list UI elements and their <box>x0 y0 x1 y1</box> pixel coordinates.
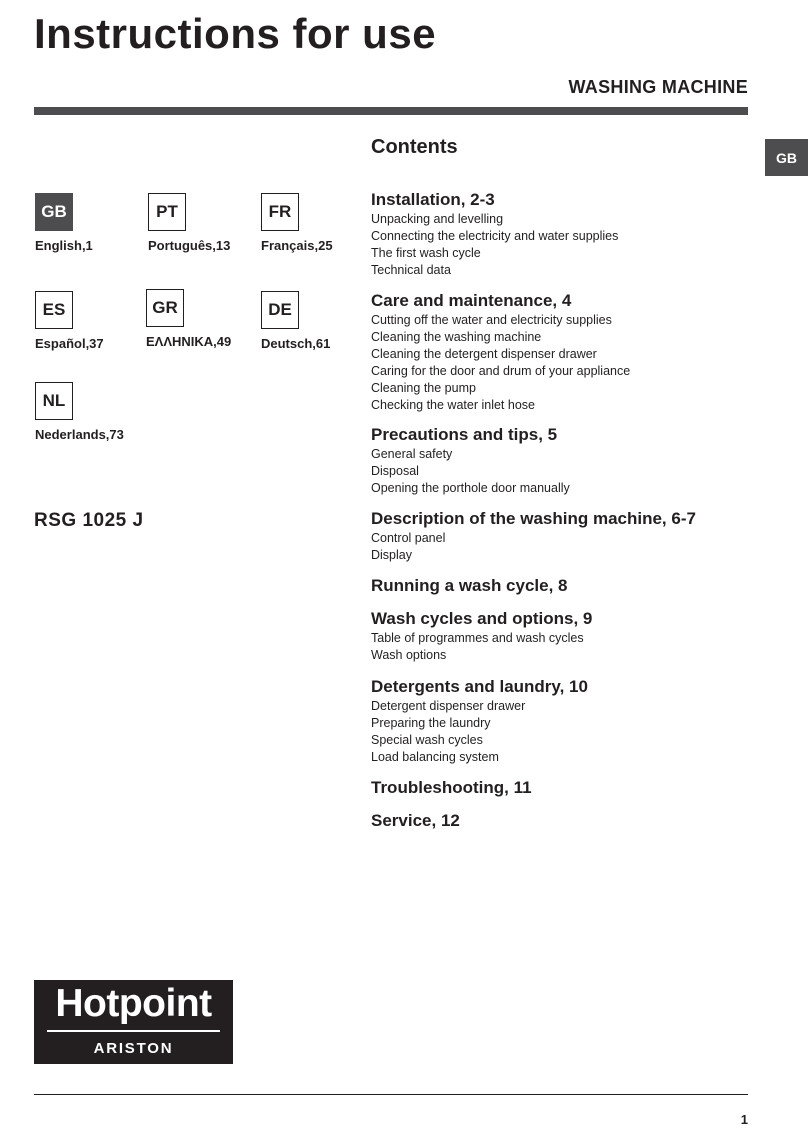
toc-item[interactable]: Preparing the laundry <box>371 716 491 730</box>
toc-item[interactable]: Cleaning the pump <box>371 381 476 395</box>
toc-item[interactable]: Opening the porthole door manually <box>371 481 570 495</box>
language-code-box: DE <box>261 291 299 329</box>
toc-item[interactable]: Detergent dispenser drawer <box>371 699 526 713</box>
logo-divider <box>47 1030 220 1032</box>
toc-item[interactable]: Cleaning the detergent dispenser drawer <box>371 347 597 361</box>
page-number: 1 <box>740 1112 748 1127</box>
language-side-tab: GB <box>765 139 808 176</box>
toc-heading[interactable]: Precautions and tips, 5 <box>371 425 558 444</box>
toc-heading[interactable]: Running a wash cycle, 8 <box>371 576 568 595</box>
toc-item[interactable]: Cutting off the water and electricity supplies <box>371 313 612 327</box>
language-code-box: NL <box>35 382 73 420</box>
header-rule <box>34 107 748 115</box>
toc-item[interactable]: Cleaning the washing machine <box>371 330 542 344</box>
toc-item[interactable]: Checking the water inlet hose <box>371 398 535 412</box>
language-label: Español,37 <box>35 336 104 351</box>
toc-item[interactable]: Technical data <box>371 263 451 277</box>
toc-section-service <box>371 810 751 832</box>
contents-title: Contents <box>371 136 458 158</box>
toc-item[interactable]: General safety <box>371 447 453 461</box>
language-label: ΕΛΛΗΝΙΚΑ,49 <box>146 334 232 349</box>
footer-rule <box>34 1094 748 1095</box>
hotpoint-ariston-logo <box>34 980 233 1064</box>
language-fr[interactable] <box>261 193 333 253</box>
language-label: Français,25 <box>261 238 333 253</box>
toc-item[interactable]: Display <box>371 548 412 562</box>
toc-section-installation <box>371 189 751 279</box>
toc-item[interactable]: The first wash cycle <box>371 246 481 260</box>
toc-heading[interactable]: Installation, 2-3 <box>371 190 495 209</box>
logo-brand: Hotpoint <box>55 982 212 1025</box>
toc-heading[interactable]: Description of the washing machine, 6-7 <box>371 509 696 528</box>
toc-item[interactable]: Wash options <box>371 648 447 662</box>
model-number: RSG 1025 J <box>34 510 144 531</box>
product-type: WASHING MACHINE <box>568 77 748 97</box>
language-code-box: PT <box>148 193 186 231</box>
language-code-box: GR <box>146 289 184 327</box>
toc-item[interactable]: Load balancing system <box>371 750 499 764</box>
toc-item[interactable]: Table of programmes and wash cycles <box>371 631 584 645</box>
toc-heading[interactable]: Troubleshooting, 11 <box>371 778 532 797</box>
language-de[interactable] <box>261 291 330 351</box>
toc-item[interactable]: Caring for the door and drum of your appliance <box>371 364 631 378</box>
toc-item[interactable]: Special wash cycles <box>371 733 483 747</box>
language-label: Deutsch,61 <box>261 336 331 351</box>
language-code-box: GB <box>35 193 73 231</box>
toc-heading[interactable]: Wash cycles and options, 9 <box>371 609 593 628</box>
language-label: Nederlands,73 <box>35 427 124 442</box>
toc-section-precautions <box>371 424 751 497</box>
toc-section-description <box>371 508 751 564</box>
language-code-box: FR <box>261 193 299 231</box>
toc-heading[interactable]: Detergents and laundry, 10 <box>371 677 588 696</box>
language-label: English,1 <box>35 238 93 253</box>
language-gr[interactable] <box>146 289 231 349</box>
toc-section-detergents <box>371 676 751 766</box>
language-pt[interactable] <box>148 193 230 253</box>
toc-section-wash-cycles <box>371 608 751 664</box>
toc-heading[interactable]: Care and maintenance, 4 <box>371 291 572 310</box>
toc-section-troubleshooting <box>371 777 751 799</box>
toc-item[interactable]: Disposal <box>371 464 419 478</box>
toc-heading[interactable]: Service, 12 <box>371 811 460 830</box>
toc-item[interactable]: Connecting the electricity and water supplies <box>371 229 619 243</box>
language-gb[interactable] <box>35 193 93 253</box>
toc-item[interactable]: Control panel <box>371 531 446 545</box>
logo-subbrand: ARISTON <box>93 1040 174 1057</box>
language-es[interactable] <box>35 291 104 351</box>
language-nl[interactable] <box>35 382 124 442</box>
page-title: Instructions for use <box>34 10 437 57</box>
toc-section-care <box>371 290 751 414</box>
language-code-box: ES <box>35 291 73 329</box>
toc-section-running <box>371 575 751 597</box>
toc-item[interactable]: Unpacking and levelling <box>371 212 504 226</box>
language-label: Português,13 <box>148 238 231 253</box>
